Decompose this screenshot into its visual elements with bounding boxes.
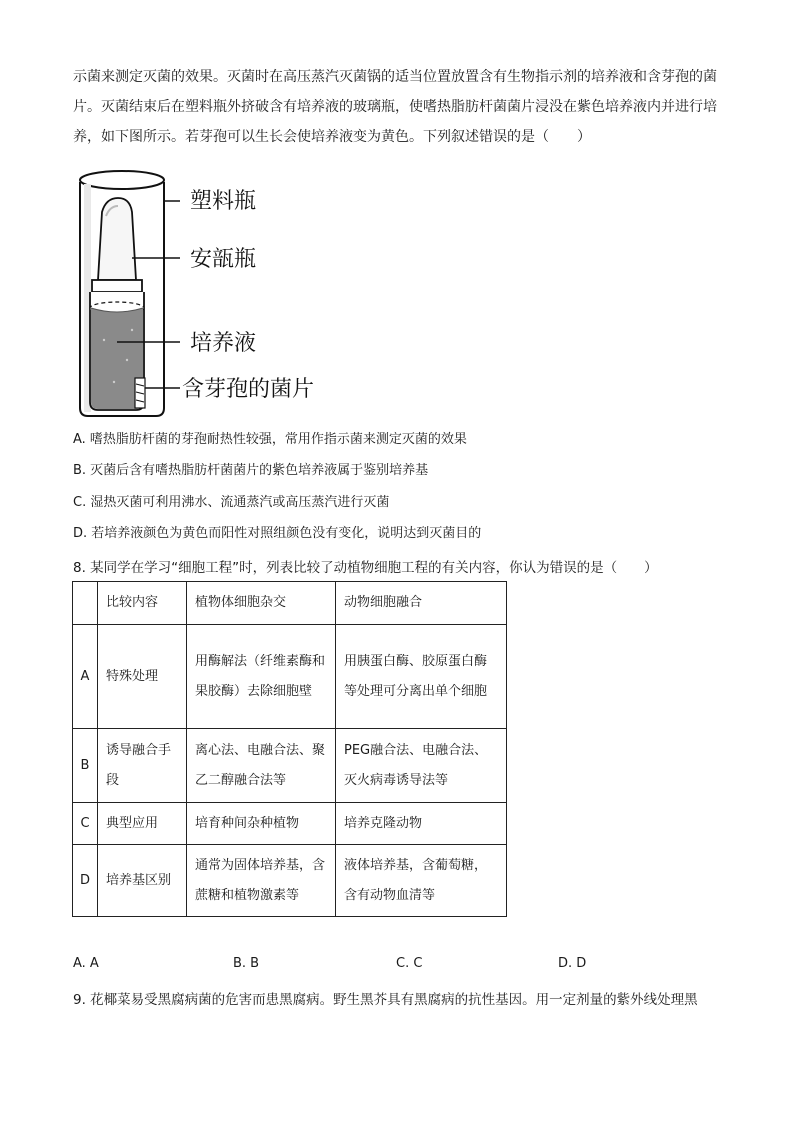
table-cell: 培养基区别	[98, 845, 187, 917]
table-cell: 用胰蛋白酶、胶原蛋白酶等处理可分离出单个细胞	[336, 625, 507, 729]
label-spore-strip: 含芽孢的菌片	[182, 377, 315, 402]
table-cell	[73, 582, 98, 625]
label-ampoule: 安瓿瓶	[190, 247, 257, 272]
table-cell: 培育种间杂种植物	[187, 803, 336, 845]
table-cell: 培养克隆动物	[336, 803, 507, 845]
table-header-cell: 植物体细胞杂交	[187, 582, 336, 625]
row-key: B	[73, 729, 98, 803]
comparison-table	[72, 581, 507, 917]
table-cell: 液体培养基，含葡萄糖，含有动物血清等	[336, 845, 507, 917]
row-key: A	[73, 625, 98, 729]
table-cell: 诱导融合手段	[98, 729, 187, 803]
q8-answer-a: A. A	[73, 956, 99, 971]
table-header-cell: 动物细胞融合	[336, 582, 507, 625]
question-9-stem: 9. 花椰菜易受黑腐病菌的危害而患黑腐病。野生黑芥具有黑腐病的抗性基因。用一定剂量的紫外线处理黑	[73, 992, 698, 1008]
q7-option-c: C. 湿热灭菌可利用沸水、流通蒸汽或高压蒸汽进行灭菌	[73, 495, 390, 510]
table-row	[73, 803, 507, 845]
table-row	[73, 845, 507, 917]
question-7-stem: 示菌来测定灭菌的效果。灭菌时在高压蒸汽灭菌锅的适当位置放置含有生物指示剂的培养液和含芽孢的菌片。灭菌结束后在塑料瓶外挤破含有培养液的玻璃瓶，使嗜热脂肪杆菌菌片浸没在紫色培养液内并进行培养，如下图所示。若芽孢可以生长会使培养液变为黄色。下列叙述错误的是（ ）	[73, 69, 717, 145]
q8-answer-d: D. D	[558, 956, 587, 971]
sterilization-indicator-figure	[72, 160, 372, 422]
table-cell: PEG融合法、电融合法、灭火病毒诱导法等	[336, 729, 507, 803]
q8-answer-c: C. C	[396, 956, 423, 971]
label-plastic-bottle: 塑料瓶	[190, 189, 257, 214]
q7-option-b: B. 灭菌后含有嗜热脂肪杆菌菌片的紫色培养液属于鉴别培养基	[73, 463, 429, 478]
table-row	[73, 625, 507, 729]
table-cell: 特殊处理	[98, 625, 187, 729]
q8-answer-b: B. B	[233, 956, 260, 971]
table-cell: 用酶解法（纤维素酶和果胶酶）去除细胞壁	[187, 625, 336, 729]
table-row	[73, 729, 507, 803]
table-cell: 离心法、电融合法、聚乙二醇融合法等	[187, 729, 336, 803]
row-key: C	[73, 803, 98, 845]
row-key: D	[73, 845, 98, 917]
label-culture-medium: 培养液	[190, 331, 257, 356]
question-8-stem: 8. 某同学在学习“细胞工程”时，列表比较了动植物细胞工程的有关内容，你认为错误的是（ ）	[73, 560, 658, 576]
table-cell: 通常为固体培养基，含蔗糖和植物激素等	[187, 845, 336, 917]
table-header-cell: 比较内容	[98, 582, 187, 625]
spore-strip-shape	[135, 378, 145, 408]
table-cell: 典型应用	[98, 803, 187, 845]
table-header-row	[73, 582, 507, 625]
q7-option-d: D. 若培养液颜色为黄色而阳性对照组颜色没有变化，说明达到灭菌目的	[73, 526, 482, 541]
q7-option-a: A. 嗜热脂肪杆菌的芽孢耐热性较强，常用作指示菌来测定灭菌的效果	[73, 432, 467, 447]
